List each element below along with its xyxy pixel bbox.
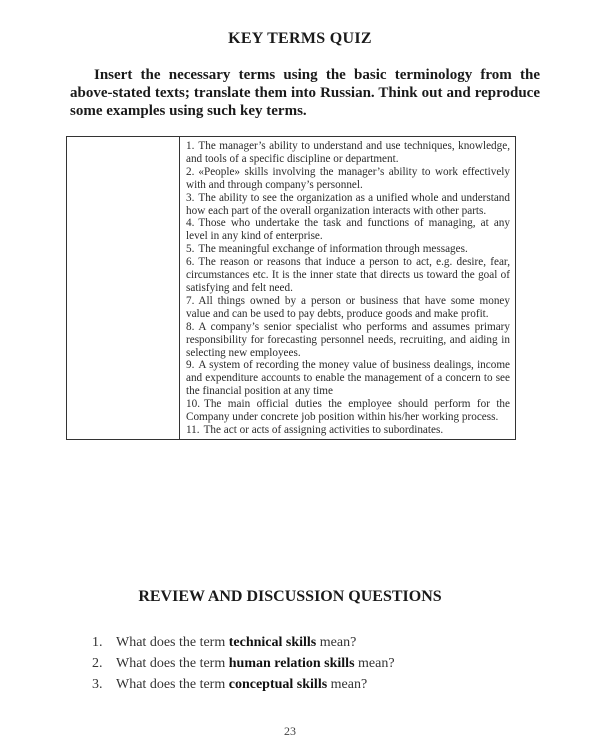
definition-text: A system of recording the money value of business dealings, income and expenditure accounts to enable the management of a concern to see the financial position at any time	[186, 359, 510, 398]
question-suffix: mean?	[319, 635, 357, 650]
definition-text: Those who undertake the task and functions of managing, at any level in any kind of enterprise.	[186, 217, 510, 243]
definition-text: The manager’s ability to understand and use techniques, knowledge, and tools of a specific discipline or department.	[186, 140, 510, 165]
answer-column	[67, 137, 180, 440]
definition-text: The ability to see the organization as a unified whole and understand how each part of the overall organization interacts with other parts.	[186, 191, 510, 217]
definition-number: 6.	[186, 256, 195, 269]
questions-list	[92, 632, 512, 695]
key-terms-table	[66, 136, 516, 440]
definition-item	[186, 398, 510, 424]
definition-text: The meaningful exchange of information through messages.	[198, 243, 468, 256]
definition-item	[186, 140, 510, 166]
definition-text: The act or acts of assigning activities to subordinates.	[203, 423, 444, 436]
question-item	[92, 653, 512, 674]
definition-item	[186, 217, 510, 243]
definition-item	[186, 166, 510, 192]
definition-number: 9.	[186, 359, 195, 372]
definition-item	[186, 295, 510, 321]
question-term: technical skills	[228, 635, 317, 650]
definition-number: 4.	[186, 217, 195, 230]
question-term: human relation skills	[228, 656, 355, 671]
question-suffix: mean?	[358, 656, 395, 671]
page-number: 23	[284, 724, 296, 738]
question-text: What does the term	[116, 635, 226, 650]
definition-item	[186, 256, 510, 295]
definition-item	[186, 321, 510, 360]
question-text: What does the term	[116, 656, 226, 671]
definition-number: 11.	[186, 423, 200, 436]
definition-text: A company’s senior specialist who performs and assumes primary responsibility for forecasting personnel needs, recruiting, and aiding in selecting new employees.	[186, 320, 510, 359]
definition-item	[186, 424, 510, 437]
definition-text: «People» skills involving the manager’s ability to work effectively with and through company’s personnel.	[186, 165, 510, 191]
question-number: 3.	[92, 677, 103, 692]
definition-number: 10.	[186, 398, 200, 411]
question-item	[92, 674, 512, 695]
review-title: REVIEW AND DISCUSSION QUESTIONS	[138, 588, 442, 605]
question-text: What does the term	[116, 677, 226, 692]
question-number: 2.	[92, 656, 103, 671]
question-number: 1.	[92, 635, 103, 650]
definition-text: The main official duties the employee should perform for the Company under concrete job position within his/her working process.	[186, 398, 510, 424]
definition-text: All things owned by a person or business that have some money value and can be used to pay debts, produce goods and make profit.	[186, 294, 510, 320]
definition-text: The reason or reasons that induce a person to act, e.g. desire, fear, circumstances etc. It is the inner state that directs us toward the goal of satisfying and felt need.	[186, 256, 510, 294]
definition-number: 2.	[186, 165, 195, 178]
quiz-title: KEY TERMS QUIZ	[228, 30, 372, 47]
definition-item	[186, 192, 510, 218]
definition-number: 3.	[186, 191, 195, 204]
definitions-column	[180, 137, 516, 440]
question-item	[92, 632, 512, 653]
definition-number: 8.	[186, 320, 195, 333]
quiz-instructions: Insert the necessary terms using the basic terminology from the above-stated texts; translate them into Russian. Think out and reproduce some examples using such key terms.	[70, 67, 540, 119]
definition-item	[186, 243, 510, 256]
definition-number: 1.	[186, 140, 195, 152]
definition-item	[186, 359, 510, 398]
question-suffix: mean?	[330, 677, 368, 692]
question-term: conceptual skills	[228, 677, 328, 692]
definition-number: 5.	[186, 243, 195, 256]
definition-number: 7.	[186, 294, 195, 307]
